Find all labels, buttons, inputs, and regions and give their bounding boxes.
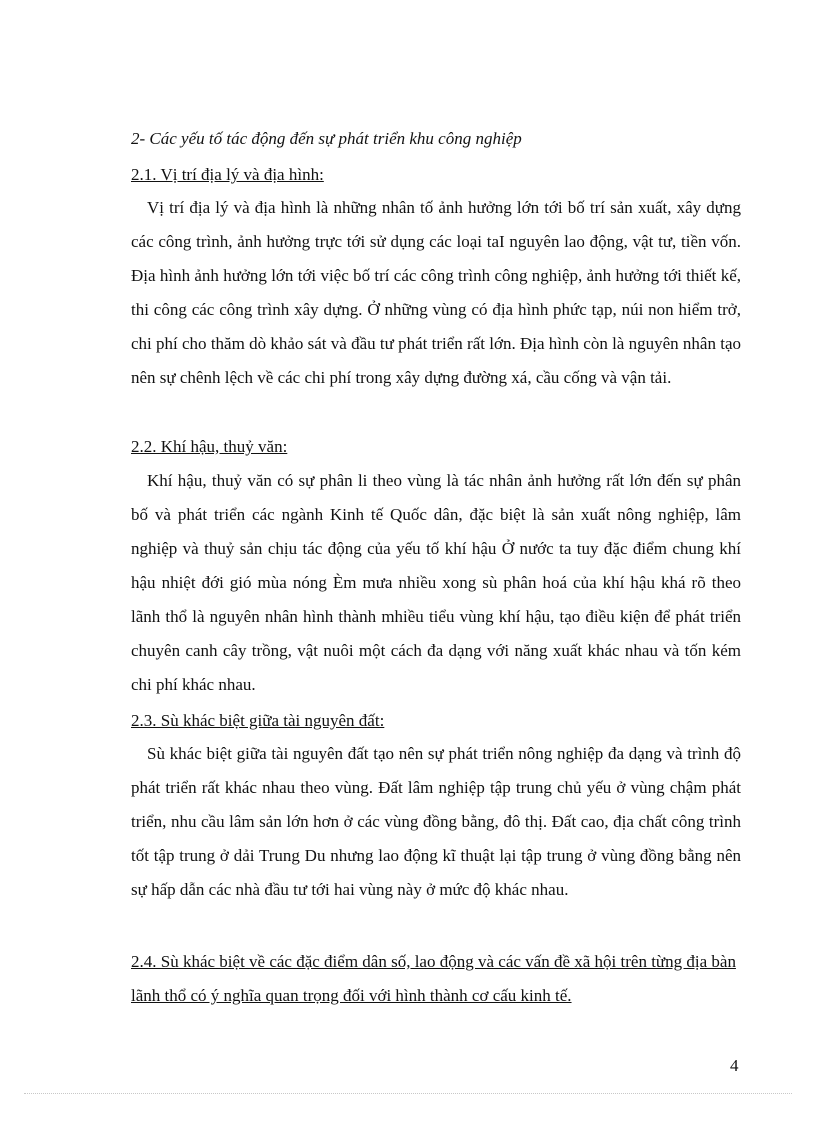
page-bottom-divider bbox=[24, 1093, 792, 1094]
page-number: 4 bbox=[730, 1056, 739, 1075]
heading-2-2: 2.2. Khí hậu, thuỷ văn: bbox=[131, 437, 288, 456]
paragraph-2-2: Khí hậu, thuỷ văn có sự phân li theo vùng là tác nhân ảnh hưởng rất lớn đến sự phân bố và phát triển các ngành Kinh tế Quốc dân, đặc biệt là sản xuất nông nghiệp, lâm nghiệp và thuỷ sản chịu tác động của yếu tố khí hậu Ở nước ta tuy đặc điểm chung khí hậu nhiệt đới gió mùa nóng Èm mưa nhiều xong sù phân hoá của khí hậu khá rõ theo lãnh thổ là nguyên nhân hình thành mhiều tiểu vùng khí hậu, tạo điều kiện để phát triển chuyên canh cây trồng, vật nuôi một cách đa dạng với năng xuất khác nhau và tốn kém chi phí khác nhau. bbox=[131, 471, 741, 694]
heading-2-4: 2.4. Sù khác biệt về các đặc điểm dân số, lao động và các vấn đề xã hội trên từng địa bàn lãnh thổ có ý nghĩa quan trọng đối với hình thành cơ cấu kinh tế. bbox=[131, 952, 736, 1005]
paragraph-2-3: Sù khác biệt giữa tài nguyên đất tạo nên sự phát triển nông nghiệp đa dạng và trình độ phát triển rất khác nhau theo vùng. Đất lâm nghiệp tập trung chủ yếu ở vùng chậm phát triển, nhu cầu lâm sản lớn hơn ở các vùng đồng bằng, đô thị. Đất cao, địa chất công trình tốt tập trung ở dải Trung Du nhưng lao động kĩ thuật lại tập trung ở vùng đồng bằng nên sự hấp dẫn các nhà đầu tư tới hai vùng này ở mức độ khác nhau. bbox=[131, 744, 741, 899]
paragraph-2-1: Vị trí địa lý và địa hình là những nhân tố ảnh hưởng lớn tới bố trí sản xuất, xây dựng các công trình, ảnh hưởng trực tới sử dụng các loại taI nguyên lao động, vật tư, tiền vốn. Địa hình ảnh hưởng lớn tới việc bố trí các công trình công nghiệp, ảnh hưởng tới thiết kế, thi công các công trình xây dựng. Ở những vùng có địa hình phức tạp, núi non hiểm trở, chi phí cho thăm dò khảo sát và đầu tư phát triển rất lớn. Địa hình còn là nguyên nhân tạo nên sự chênh lệch về các chi phí trong xây dựng đường xá, cầu cống và vận tải. bbox=[131, 198, 741, 387]
section-title: 2- Các yếu tố tác động đến sự phát triển khu công nghiệp bbox=[131, 129, 522, 148]
heading-2-1: 2.1. Vị trí địa lý và địa hình: bbox=[131, 165, 324, 184]
heading-2-3: 2.3. Sù khác biệt giữa tài nguyên đất: bbox=[131, 711, 385, 730]
